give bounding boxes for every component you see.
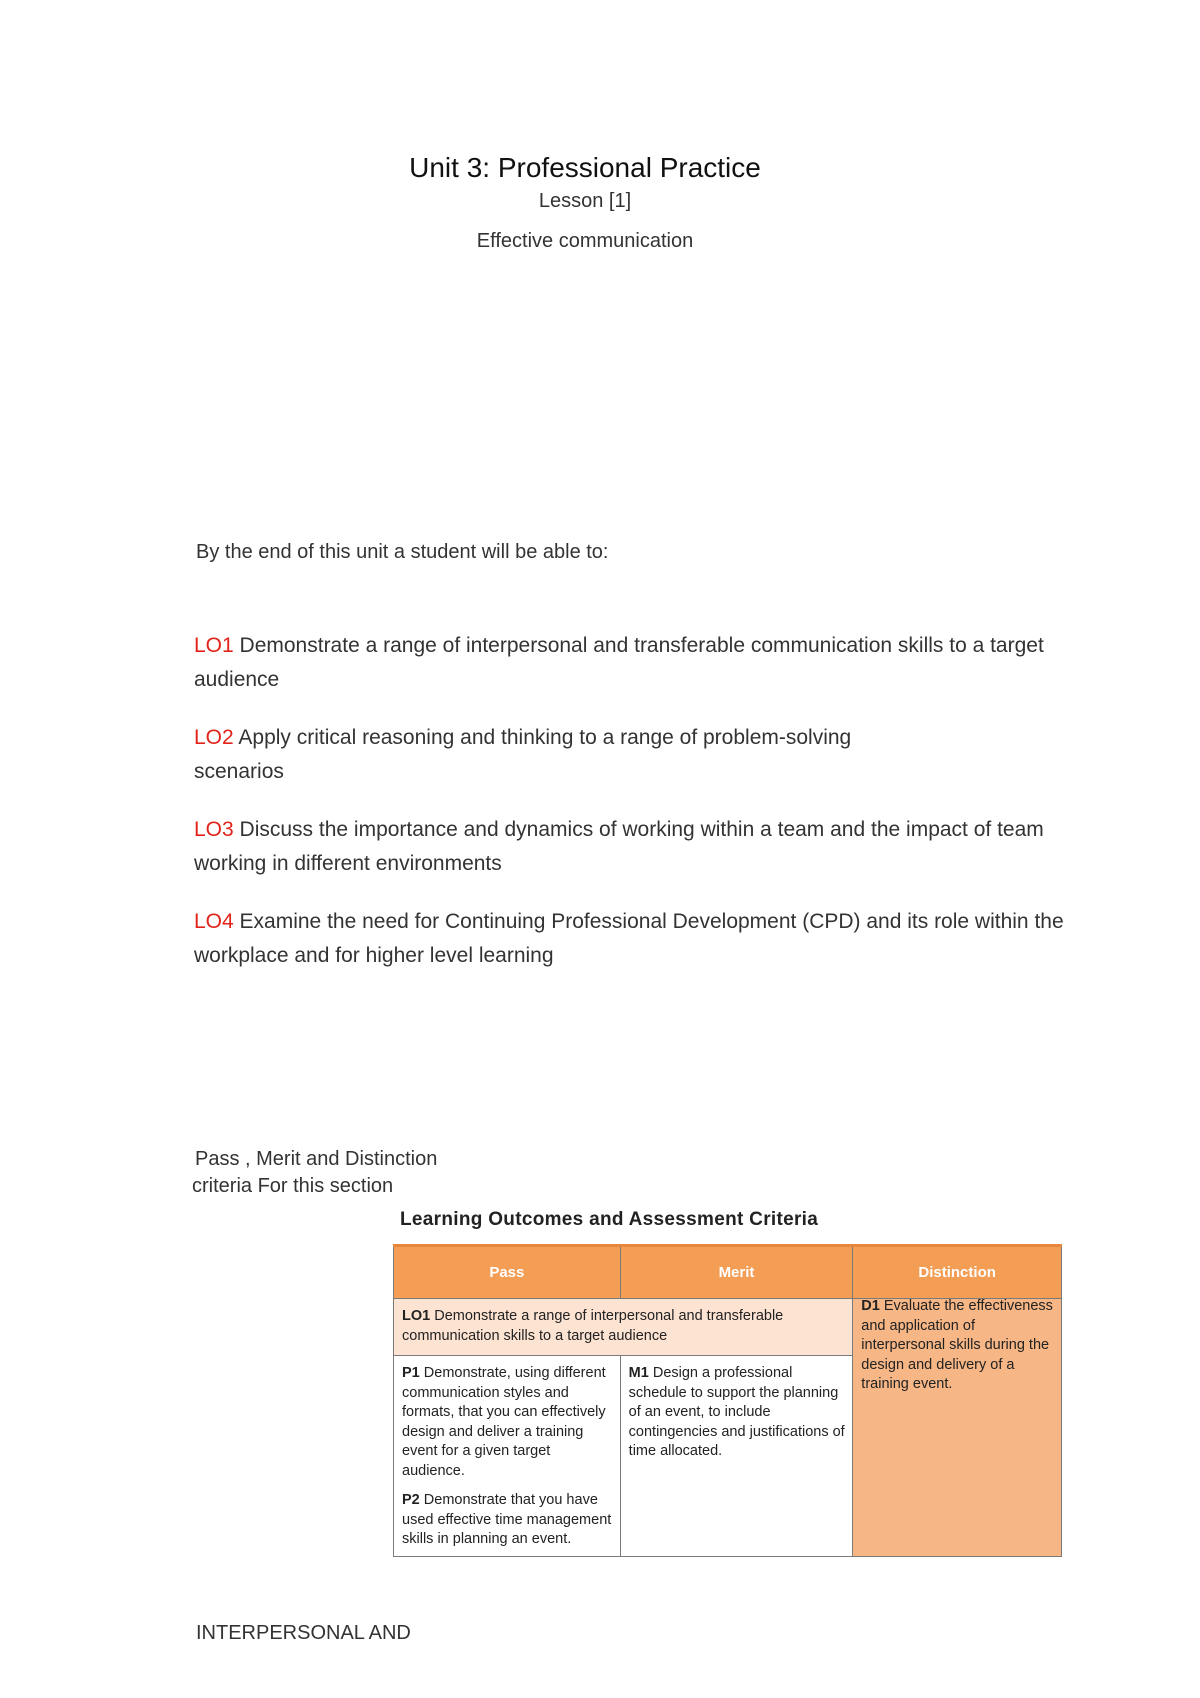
- footer-text: INTERPERSONAL AND: [196, 1622, 411, 1644]
- criteria-heading-line2: criteria For this section: [192, 1175, 394, 1197]
- learning-outcome-1: [194, 629, 1074, 697]
- learning-outcome-4: [194, 905, 1074, 973]
- lo-code: LO1: [194, 634, 234, 657]
- pass-cell: [394, 1356, 621, 1557]
- header-pass: Pass: [394, 1246, 621, 1299]
- p1-text: Demonstrate, using different communication styles and formats, that you can effectively design and deliver a training event for a given target audience.: [402, 1365, 606, 1479]
- header-distinction: Distinction: [853, 1246, 1062, 1299]
- lo-text: Discuss the importance and dynamics of working within a team and the impact of team working in different environments: [194, 818, 1044, 875]
- header-merit: Merit: [620, 1246, 853, 1299]
- lo-text: Apply critical reasoning and thinking to a range of problem-solving scenarios: [194, 726, 852, 783]
- lesson-number: Lesson [1]: [538, 190, 632, 212]
- lesson-topic: Effective communication: [476, 230, 694, 252]
- lo-code: LO4: [194, 910, 234, 933]
- p1-criterion: [402, 1364, 614, 1481]
- lo-row-text: Demonstrate a range of interpersonal and transferable communication skills to a target audience: [402, 1308, 784, 1344]
- d1-text: Evaluate the effectiveness and application of interpersonal skills during the design and delivery of a training event.: [861, 1298, 1053, 1392]
- criteria-heading: [192, 1146, 437, 1200]
- learning-outcome-2: [194, 721, 894, 789]
- lo-row-code: LO1: [402, 1308, 431, 1324]
- assessment-criteria-table: [393, 1244, 1062, 1557]
- m1-text: Design a professional schedule to support the planning of an event, to include contingencies and justifications of time allocated.: [628, 1365, 845, 1459]
- m1-code: M1: [628, 1365, 649, 1381]
- d1-code: D1: [861, 1298, 880, 1314]
- distinction-cell: [853, 1299, 1062, 1557]
- p2-code: P2: [402, 1492, 420, 1508]
- lo-code: LO2: [194, 726, 234, 749]
- table-row: [394, 1299, 1062, 1356]
- table-header-row: [394, 1246, 1062, 1299]
- lo-text: Demonstrate a range of interpersonal and transferable communication skills to a target audience: [194, 634, 1044, 691]
- criteria-heading-line1: Pass , Merit and Distinction: [195, 1148, 438, 1170]
- lo-row-cell: [394, 1299, 853, 1356]
- page-title: Unit 3: Professional Practice: [409, 152, 761, 183]
- lo-text: Examine the need for Continuing Professional Development (CPD) and its role within the workplace and for higher level learning: [194, 910, 1064, 967]
- intro-text: By the end of this unit a student will be able to:: [196, 541, 609, 563]
- p1-code: P1: [402, 1365, 420, 1381]
- merit-cell: [620, 1356, 853, 1557]
- p2-text: Demonstrate that you have used effective time management skills in planning an event.: [402, 1492, 612, 1547]
- lo-code: LO3: [194, 818, 234, 841]
- p2-criterion: [402, 1491, 614, 1550]
- table-title: Learning Outcomes and Assessment Criteria: [400, 1209, 819, 1230]
- learning-outcome-3: [194, 813, 1074, 881]
